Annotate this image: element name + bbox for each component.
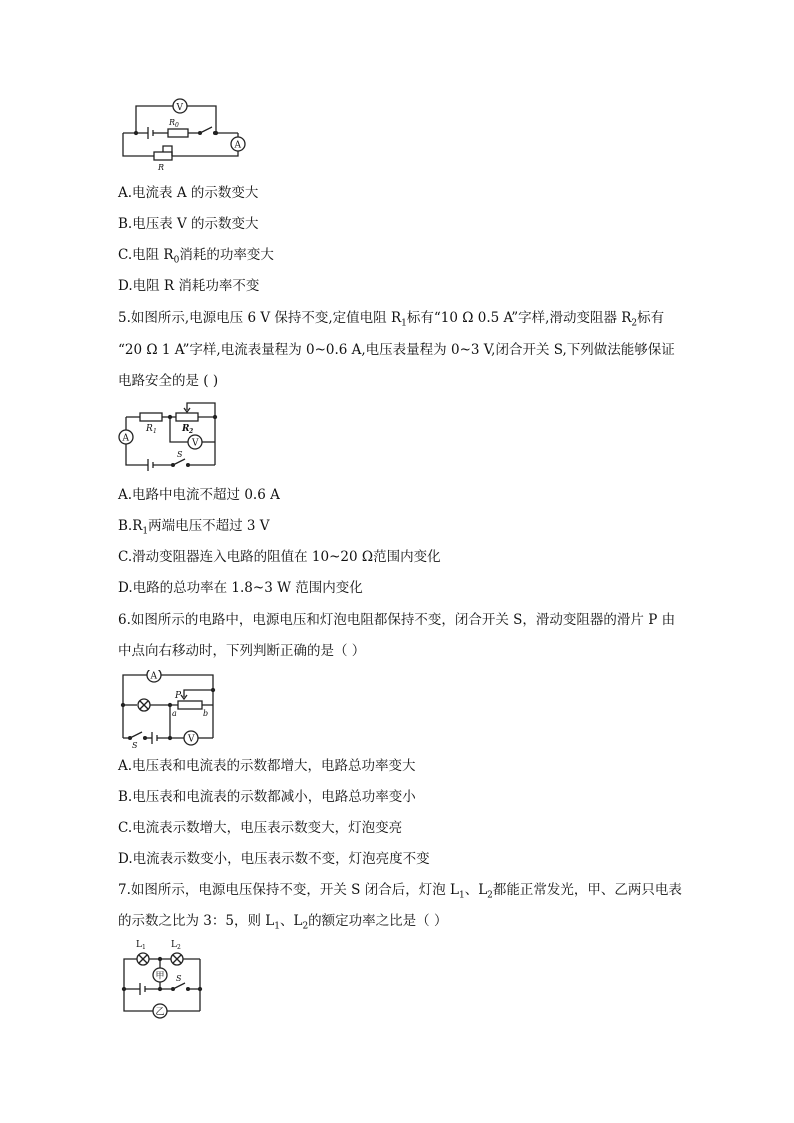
q7-l1-label: L bbox=[136, 940, 142, 950]
q4-option-c-post: 消耗的功率变大 bbox=[179, 247, 274, 263]
q5-option-c: C.滑动变阻器连入电路的阻值在 10~20 Ω范围内变化 bbox=[118, 549, 441, 565]
q7-stem-2-sub1: 1 bbox=[274, 921, 280, 932]
q5-stem-1-pre: 5.如图所示,电源电压 6 V 保持不变,定值电阻 R bbox=[118, 310, 402, 326]
q5-option-b bbox=[118, 517, 270, 535]
q7-stem-1-pre: 7.如图所示，电源电压保持不变，开关 S 闭合后，灯泡 L bbox=[118, 882, 459, 898]
q7-stem-2-sub2: 2 bbox=[302, 921, 309, 932]
q5-switch-label: S bbox=[177, 450, 183, 459]
q6-voltmeter-label: V bbox=[188, 734, 195, 745]
q5-stem-1-sub1: 1 bbox=[401, 318, 407, 329]
q7-stem-1-sub1: 1 bbox=[458, 890, 465, 901]
q7-l2-sub: 2 bbox=[177, 944, 181, 951]
q5-stem-1-sub2: 2 bbox=[631, 318, 638, 329]
q7-stem-1-post: 都能正常发光，甲、乙两只电表 bbox=[492, 882, 682, 898]
q6-a-label: a bbox=[172, 709, 177, 718]
q7-stem-2-post: 的额定功率之比是（ ） bbox=[308, 913, 448, 929]
q5-option-d: D.电路的总功率在 1.8~3 W 范围内变化 bbox=[118, 580, 363, 596]
q4-option-a: A.电流表 A 的示数变大 bbox=[118, 185, 259, 201]
q4-r-label: R bbox=[158, 163, 165, 172]
q5-stem-line-3: 电路安全的是 ( ) bbox=[118, 373, 219, 389]
q6-switch-label: S bbox=[132, 741, 138, 748]
q6-option-d: D.电流表示数变小，电压表示数不变，灯泡亮度不变 bbox=[118, 851, 430, 867]
q5-r1-label: R bbox=[146, 424, 153, 434]
q4-option-d: D.电阻 R 消耗功率不变 bbox=[118, 278, 260, 294]
q7-circuit-figure bbox=[118, 937, 213, 1025]
q7-stem-1-mid: 、L bbox=[464, 882, 488, 898]
q6-option-a: A.电压表和电流表的示数都增大，电路总功率变大 bbox=[118, 758, 416, 774]
q5-option-b-sub: 1 bbox=[142, 526, 149, 537]
q7-l2-label: L bbox=[171, 940, 177, 950]
q7-stem-1-sub2: 2 bbox=[487, 890, 493, 901]
q4-option-c-sub: 0 bbox=[173, 255, 180, 266]
q5-stem-1-post: 标有 bbox=[637, 310, 665, 326]
q7-switch-label: S bbox=[176, 974, 182, 983]
q6-stem-line-2: 中点向右移动时，下列判断正确的是（ ） bbox=[118, 643, 366, 659]
q7-yi-meter-label: 乙 bbox=[155, 1007, 165, 1018]
q6-b-label: b bbox=[203, 709, 209, 718]
q4-r0-sub: 0 bbox=[175, 122, 179, 129]
q5-r2-label: R bbox=[182, 424, 190, 434]
q7-stem-line-1 bbox=[118, 881, 682, 899]
q5-circuit-figure bbox=[118, 400, 233, 476]
q6-circuit-figure bbox=[118, 670, 218, 752]
q4-option-b: B.电压表 V 的示数变大 bbox=[118, 216, 259, 232]
q5-option-b-pre: B.R bbox=[118, 518, 143, 534]
q4-ammeter-label: A bbox=[234, 140, 241, 151]
q7-stem-2-pre: 的示数之比为 3：5，则 L bbox=[118, 913, 275, 929]
q5-option-a: A.电路中电流不超过 0.6 A bbox=[118, 487, 280, 503]
q4-option-c-pre: C.电阻 R bbox=[118, 247, 174, 263]
q6-option-b: B.电压表和电流表的示数都减小，电路总功率变小 bbox=[118, 789, 416, 805]
q5-r2-sub: 2 bbox=[189, 428, 194, 435]
q7-jia-meter-label: 甲 bbox=[155, 971, 165, 982]
q6-ammeter-label: A bbox=[150, 671, 157, 682]
q7-stem-2-mid: 、L bbox=[279, 913, 303, 929]
q6-p-label: P bbox=[175, 691, 182, 701]
q7-l1-sub: 1 bbox=[142, 944, 146, 951]
q6-stem-line-1: 6.如图所示的电路中，电源电压和灯泡电阻都保持不变，闭合开关 S，滑动变阻器的滑片 P 由 bbox=[118, 612, 676, 628]
q4-circuit-figure bbox=[118, 96, 248, 180]
q5-voltmeter-label: V bbox=[192, 438, 199, 449]
q5-option-b-post: 两端电压不超过 3 V bbox=[148, 518, 270, 534]
q5-stem-line-2: “20 Ω 1 A”字样,电流表量程为 0~0.6 A,电压表量程为 0~3 V,闭合开关 S,下列做法能够保证 bbox=[118, 342, 675, 358]
q5-r1-sub: 1 bbox=[153, 428, 157, 435]
q4-option-c bbox=[118, 246, 274, 264]
q4-voltmeter-label: V bbox=[176, 103, 183, 113]
q7-stem-line-2 bbox=[118, 912, 447, 930]
q5-ammeter-label: A bbox=[122, 433, 129, 444]
q6-option-c: C.电流表示数增大，电压表示数变大，灯泡变亮 bbox=[118, 820, 403, 836]
q4-r0-label: R bbox=[169, 118, 176, 127]
q5-stem-line-1 bbox=[118, 309, 664, 327]
q5-stem-1-mid: 标有“10 Ω 0.5 A”字样,滑动变阻器 R bbox=[406, 310, 632, 326]
